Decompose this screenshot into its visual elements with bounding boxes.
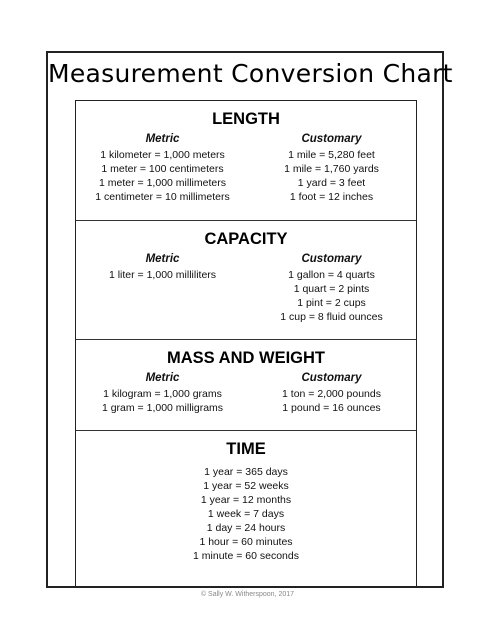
section-heading-mass: MASS AND WEIGHT: [167, 349, 325, 367]
section-heading-capacity: CAPACITY: [204, 230, 288, 248]
conversion-line: 1 gallon = 4 quarts: [288, 269, 375, 281]
conversion-line: 1 gram = 1,000 milligrams: [101, 402, 224, 414]
mass-metric-column: [76, 371, 247, 415]
conversion-line: 1 liter = 1,000 milliliters: [108, 269, 217, 281]
mass-metric-label: Metric: [145, 372, 180, 384]
section-length: [76, 101, 416, 221]
length-metric-label: Metric: [145, 133, 180, 145]
mass-customary-column: [247, 371, 416, 415]
time-conversion-list: [76, 465, 416, 563]
conversion-table: [75, 100, 417, 588]
conversion-line: 1 mile = 1,760 yards: [284, 163, 379, 175]
conversion-line: 1 meter = 100 centimeters: [101, 163, 224, 175]
conversion-line: 1 kilometer = 1,000 meters: [100, 149, 225, 161]
page-title: Measurement Conversion Chart: [48, 59, 453, 88]
conversion-line: 1 yard = 3 feet: [297, 177, 366, 189]
section-heading-length: LENGTH: [212, 110, 280, 128]
conversion-line: 1 minute = 60 seconds: [193, 550, 299, 562]
capacity-metric-column: [76, 252, 247, 324]
section-time: [76, 431, 416, 587]
mass-customary-label: Customary: [301, 372, 362, 384]
section-heading-time: TIME: [226, 440, 266, 458]
copyright-footer: © Sally W. Witherspoon, 2017: [200, 591, 295, 598]
conversion-line: 1 year = 365 days: [204, 466, 288, 478]
conversion-line: 1 day = 24 hours: [206, 522, 286, 534]
conversion-line: 1 hour = 60 minutes: [199, 536, 293, 548]
length-metric-column: [76, 132, 247, 204]
conversion-line: 1 ton = 2,000 pounds: [282, 388, 381, 400]
conversion-line: 1 foot = 12 inches: [289, 191, 374, 203]
capacity-metric-label: Metric: [145, 253, 180, 265]
length-customary-label: Customary: [301, 133, 362, 145]
section-mass-and-weight: [76, 340, 416, 431]
conversion-line: 1 cup = 8 fluid ounces: [280, 311, 383, 323]
conversion-line: 1 pint = 2 cups: [297, 297, 366, 309]
conversion-line: 1 quart = 2 pints: [293, 283, 370, 295]
chart-frame: [46, 51, 453, 588]
conversion-line: 1 meter = 1,000 millimeters: [99, 177, 226, 189]
conversion-line: 1 centimeter = 10 millimeters: [95, 191, 230, 203]
conversion-line: 1 mile = 5,280 feet: [288, 149, 375, 161]
section-capacity: [76, 221, 416, 340]
conversion-line: 1 year = 52 weeks: [203, 480, 289, 492]
length-customary-column: [247, 132, 416, 204]
conversion-line: 1 year = 12 months: [200, 494, 292, 506]
capacity-customary-column: [247, 252, 416, 324]
conversion-line: 1 pound = 16 ounces: [282, 402, 381, 414]
conversion-line: 1 week = 7 days: [207, 508, 285, 520]
capacity-customary-label: Customary: [301, 253, 362, 265]
conversion-line: 1 kilogram = 1,000 grams: [103, 388, 222, 400]
